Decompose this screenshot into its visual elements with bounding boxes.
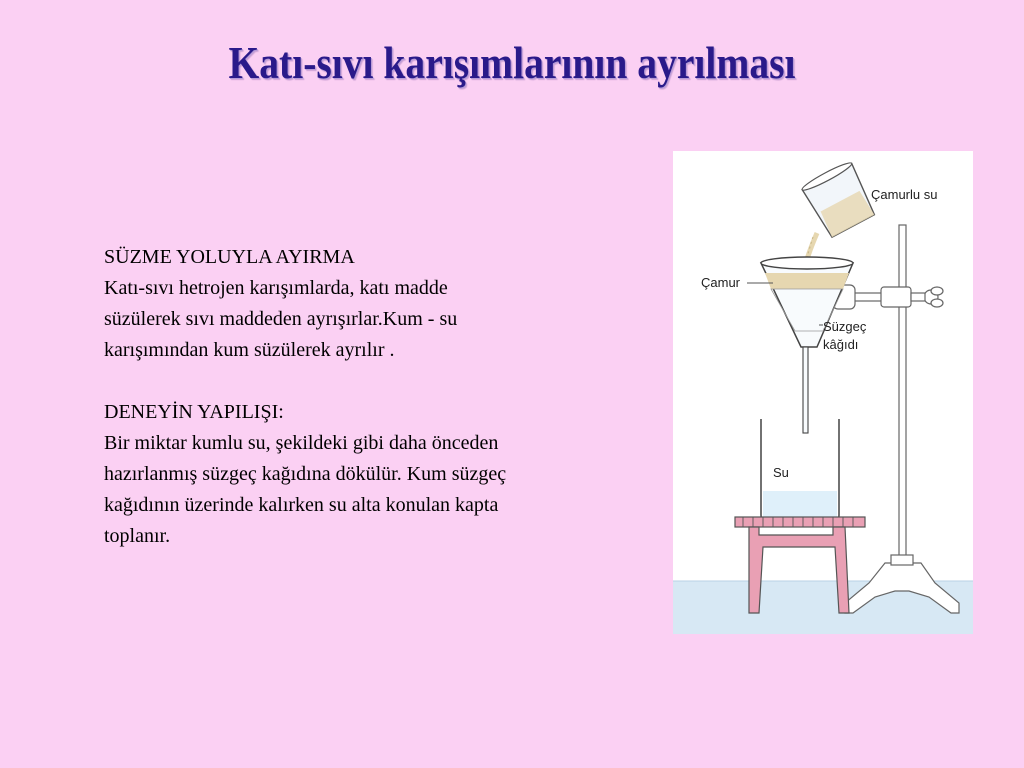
- section-heading-filtration: SÜZME YOLUYLA AYIRMA: [104, 246, 355, 268]
- text-line: kağıdının üzerinde kalırken su alta konulan kapta: [104, 494, 499, 516]
- mud-layer: [765, 273, 849, 289]
- label-mud: Çamur: [701, 275, 741, 290]
- label-filter-paper: Süzgeç: [823, 319, 867, 334]
- filtration-diagram: [673, 151, 973, 634]
- label-muddy-water: Çamurlu su: [871, 187, 938, 202]
- label-water: Su: [773, 465, 789, 480]
- paragraph-spacer: [104, 366, 644, 397]
- text-line: Bir miktar kumlu su, şekildeki gibi daha önceden: [104, 432, 499, 454]
- text-line: Katı-sıvı hetrojen karışımlarda, katı madde: [104, 277, 448, 299]
- funnel-stem: [803, 347, 808, 433]
- section-heading-experiment: DENEYİN YAPILIŞI:: [104, 401, 284, 423]
- text-content: [104, 242, 644, 552]
- text-line: toplanır.: [104, 525, 171, 547]
- text-line: hazırlanmış süzgeç kağıdına dökülür. Kum süzgeç: [104, 463, 507, 485]
- table-top: [735, 517, 865, 527]
- label-filter-paper-2: kâğıdı: [823, 337, 859, 352]
- stand-rod: [899, 225, 906, 565]
- slide-title: Katı-sıvı karışımlarının ayrılması: [228, 37, 796, 88]
- text-line: karışımından kum süzülerek ayrılır .: [104, 339, 395, 361]
- text-line: süzülerek sıvı maddeden ayrışırlar.Kum - su: [104, 308, 458, 330]
- pouring-beaker: [800, 160, 878, 239]
